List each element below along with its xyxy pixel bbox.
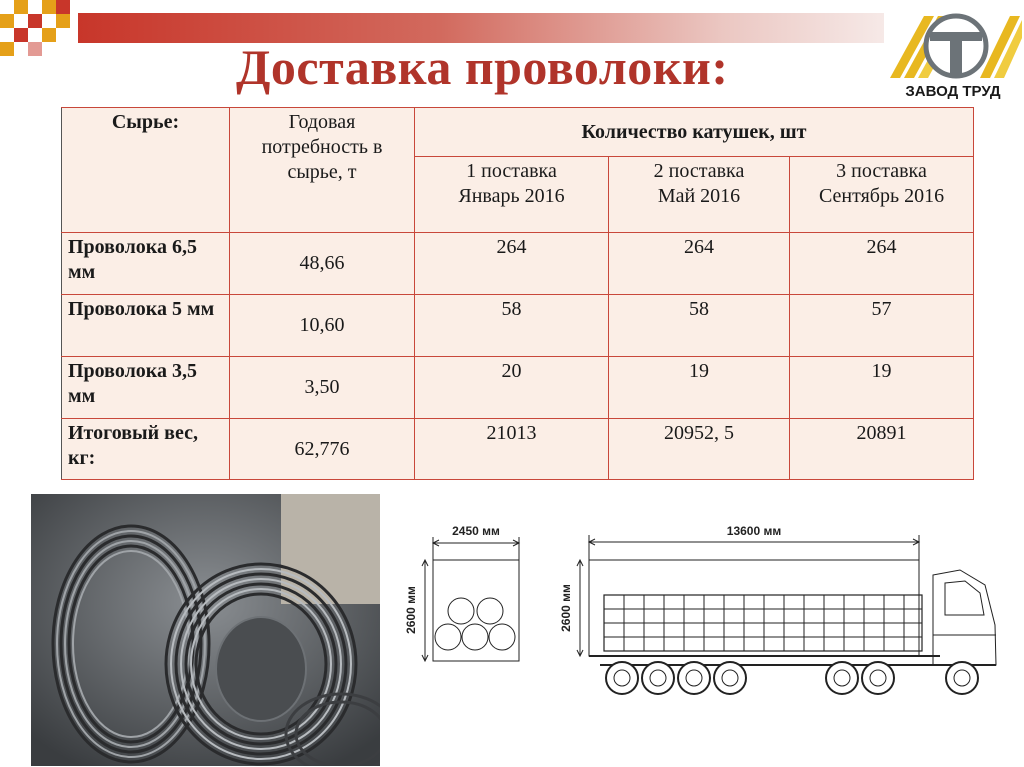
wire-coils-photo [31,494,380,766]
header-coil-quantity: Количество катушек, шт [415,108,974,157]
header-delivery-2 [609,157,790,233]
section-height-label: 2600 мм [404,586,418,634]
header-raw: Сырье: [62,108,230,233]
row-wire-6-5-name: Проволока 6,5 мм [62,233,230,295]
row-wire-5-delivery-1: 58 [415,295,609,357]
row-wire-5-delivery-2: 58 [609,295,790,357]
slide-title: Доставка проволоки: [236,39,729,95]
trailer-height-label: 2600 мм [559,584,573,632]
header-annual-demand: Годовая потребность в сырье, т [230,108,415,233]
row-wire-6-5-delivery-2: 264 [609,233,790,295]
row-wire-6-5-delivery-1: 264 [415,233,609,295]
section-width-label: 2450 мм [452,524,500,538]
row-total-weight-delivery-2: 20952, 5 [609,419,790,480]
table-header-row [62,108,974,157]
trailer-length-label: 13600 мм [726,524,782,538]
row-total-weight-name: Итоговый вес, кг: [62,419,230,480]
logo-text: ЗАВОД ТРУД [905,83,1001,100]
delivery-1-date: Январь 2016 [458,185,565,207]
row-wire-3-5-delivery-3: 19 [790,357,974,419]
delivery-3-number: 3 поставка [836,160,927,182]
header-delivery-3 [790,157,974,233]
table-row [62,357,974,419]
delivery-2-number: 2 поставка [653,160,745,182]
row-total-weight-delivery-1: 21013 [415,419,609,480]
row-total-weight-delivery-3: 20891 [790,419,974,480]
row-wire-5-delivery-3: 57 [790,295,974,357]
row-wire-3-5-delivery-1: 20 [415,357,609,419]
row-wire-5-demand: 10,60 [230,295,415,357]
delivery-3-date: Сентябрь 2016 [818,185,945,207]
row-wire-3-5-name: Проволока 3,5 мм [62,357,230,419]
table-row [62,233,974,295]
header-delivery-1 [415,157,609,233]
row-wire-5-name: Проволока 5 мм [62,295,230,357]
wire-delivery-table [61,107,974,480]
row-wire-6-5-demand: 48,66 [230,233,415,295]
delivery-2-date: Май 2016 [657,185,741,207]
row-wire-6-5-delivery-3: 264 [790,233,974,295]
truck-dimension-drawing [400,515,1024,710]
row-wire-3-5-delivery-2: 19 [609,357,790,419]
table-row [62,419,974,480]
corner-decoration [0,0,80,64]
delivery-1-number: 1 поставка [466,160,557,182]
row-total-weight-demand: 62,776 [230,419,415,480]
table-row [62,295,974,357]
row-wire-3-5-demand: 3,50 [230,357,415,419]
